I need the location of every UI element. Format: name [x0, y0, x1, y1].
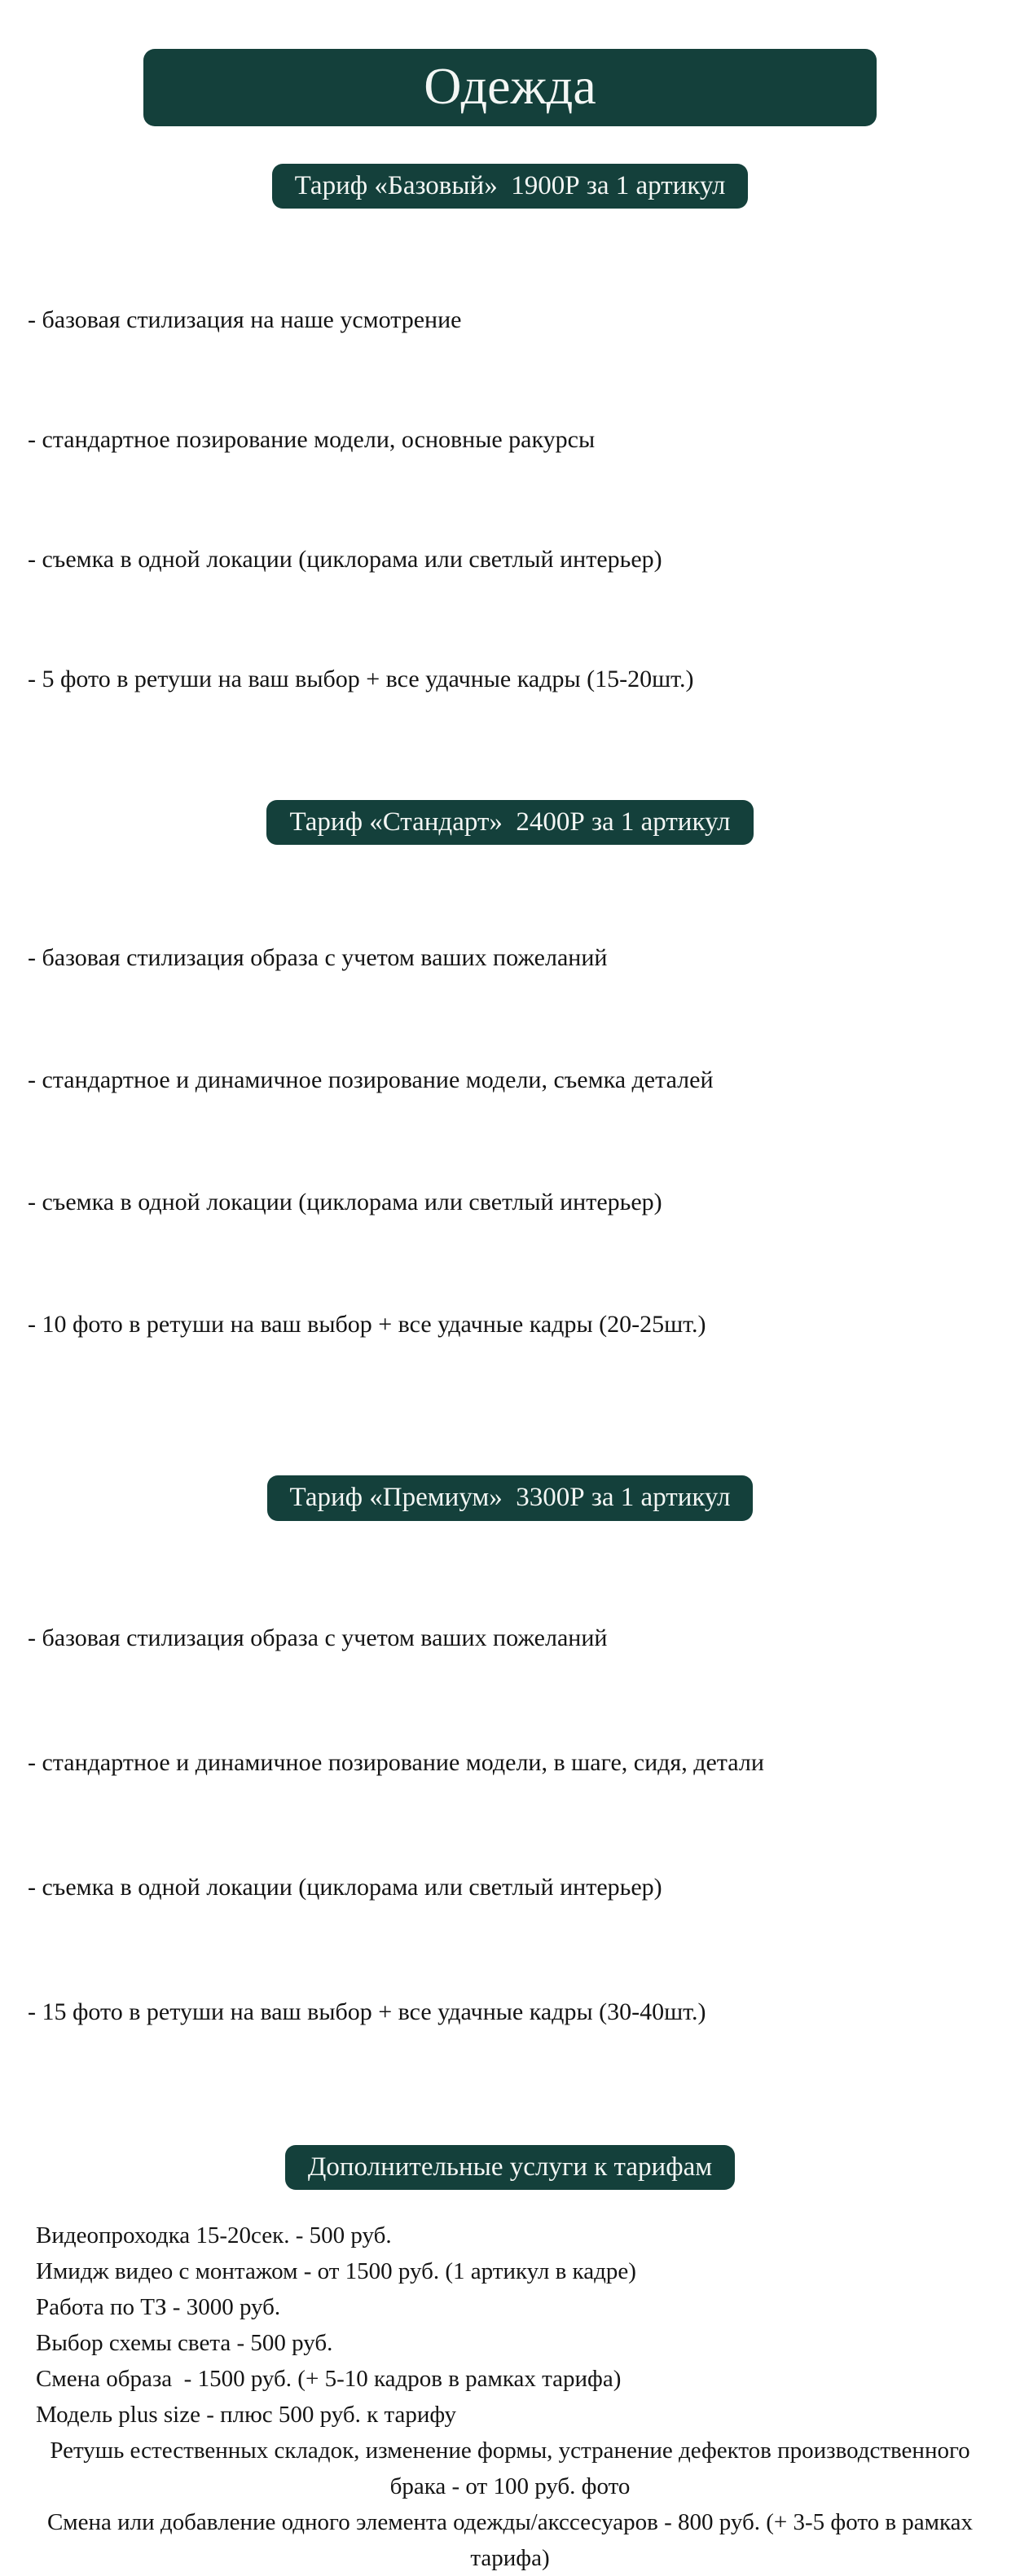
tariff-item: - базовая стилизация на наше усмотрение [28, 306, 462, 334]
extras-item: Выбор схемы света - 500 руб. [36, 2329, 333, 2356]
extras-item: Ретушь естественных складок, изменение формы, устранение дефектов производственного брака - от 100 руб. фото [50, 2437, 976, 2499]
extras-items [0, 2218, 1020, 2576]
tariff-item: - стандартное позирование модели, основные ракурсы [28, 426, 596, 454]
extras-item: Смена или добавление одного элемента одежды/акссесуаров - 800 руб. (+ 3-5 фото в рамках тарифа) [46, 2508, 979, 2571]
tariff-item: - съемка в одной локации (циклорама или светлый интерьер) [28, 1873, 662, 1901]
tariff-standard-items [0, 856, 1020, 1426]
extras-item: Видеопроходка 15-20сек. - 500 руб. [36, 2222, 392, 2249]
extras-item: Работа по ТЗ - 3000 руб. [36, 2293, 281, 2320]
tariff-section-basic [0, 164, 1020, 800]
tariff-premium-header-badge: Тариф «Премиум» 3300Р за 1 артикул [267, 1475, 754, 1520]
tariff-item: - базовая стилизация образа с учетом ваших пожеланий [28, 1624, 608, 1651]
tariff-item: - стандартное и динамичное позирование модели, в шаге, сидя, детали [28, 1748, 764, 1776]
tariff-item: - 10 фото в ретуши на ваш выбор + все удачные кадры (20-25шт.) [28, 1311, 706, 1339]
tariff-item: - 15 фото в ретуши на ваш выбор + все удачные кадры (30-40шт.) [28, 1998, 706, 2025]
tariff-basic-items [0, 220, 1020, 779]
extras-header-badge: Дополнительные услуги к тарифам [285, 2145, 735, 2190]
tariff-item: - 5 фото в ретуши на ваш выбор + все удачные кадры (15-20шт.) [28, 666, 694, 693]
tariff-item: - съемка в одной локации (циклорама или светлый интерьер) [28, 1189, 662, 1216]
tariff-item: - съемка в одной локации (циклорама или светлый интерьер) [28, 546, 662, 574]
extras-section [0, 2145, 1020, 2576]
page-title: Одежда [143, 49, 877, 126]
tariff-standard-header-badge: Тариф «Стандарт» 2400Р за 1 артикул [266, 800, 753, 845]
tariff-section-premium [0, 1475, 1020, 2144]
tariff-section-standard [0, 800, 1020, 1475]
extras-item: Модель plus size - плюс 500 руб. к тарифу [36, 2401, 456, 2428]
extras-item: Имидж видео с монтажом - от 1500 руб. (1 артикул в кадре) [36, 2257, 636, 2284]
tariff-item: - стандартное и динамичное позирование модели, съемка деталей [28, 1066, 714, 1094]
tariff-basic-header-badge: Тариф «Базовый» 1900Р за 1 артикул [272, 164, 749, 209]
extras-item: Смена образа - 1500 руб. (+ 5-10 кадров в рамках тарифа) [36, 2365, 622, 2392]
tariff-premium-items [0, 1534, 1020, 2116]
tariff-item: - базовая стилизация образа с учетом ваших пожеланий [28, 944, 608, 972]
